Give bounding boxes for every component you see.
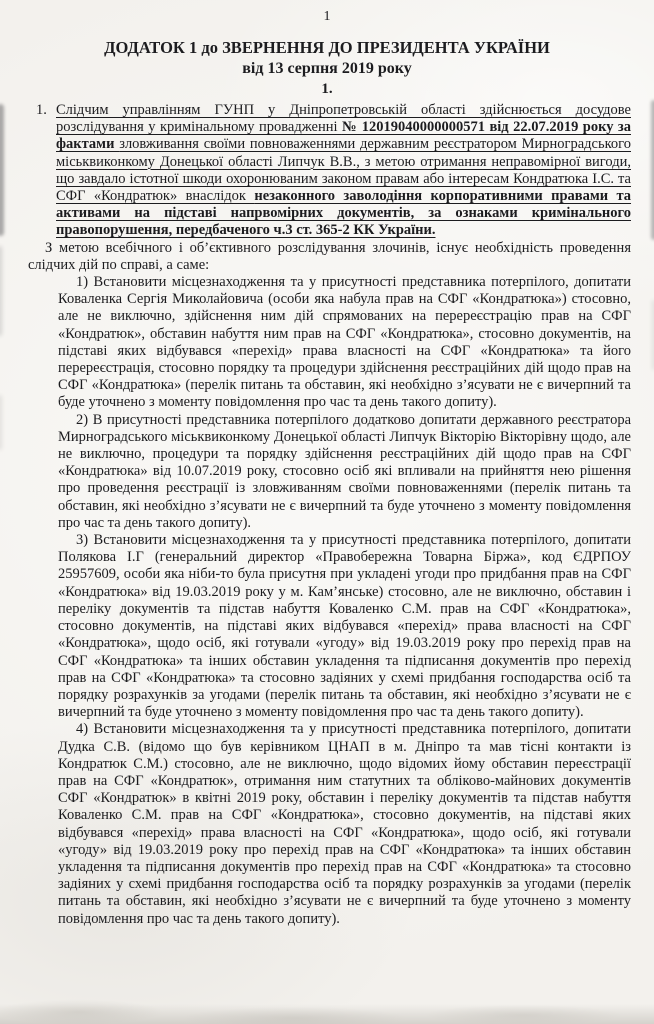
subparagraph-3: 3) Встановити місцезнаходження та у присутності представника потерпілого, допитати Полякова І.Г (генеральний директор «Правобережна Товарна Біржа», код ЄДРПОУ 25957609, особи яка ніби-то була присутня при укладені угоди про придбання прав на СФГ «Кондратюка» від 19.03.2019 року у м. Кам’янське) стосовно, але не виключно, обставин і переліку документів та підстав набуття Коваленко С.М. прав на СФГ «Кондратюка», стосовно документів, на підставі яких відбувався «перехід» права власності на СФГ «Кондратюка», щодо осіб, які готували «угоду» від 19.03.2019 року про перехід прав на СФГ «Кондратюка» та інших обставин укладення та підписання документів про перехід прав на СФГ «Кондратюка» та стосовно задіяних у схемі придбання господарства осіб та порядку розрахунків за угодами (перелік питань та обставин, які необхідно з’ясувати не є вичерпний та буде уточнено з моменту повідомлення про час та день такого допиту). (58, 532, 631, 721)
item-1-text (56, 102, 631, 238)
item-1-marker: 1. (36, 102, 47, 118)
item-1-run-regular-1: Слідчим управлінням ГУНП у Дніпропетровській області здійснюється досудове розслідування у кримінальному провадженні (56, 102, 631, 136)
document-title: ДОДАТОК 1 до ЗВЕРНЕННЯ ДО ПРЕЗИДЕНТА УКРАЇНИ (104, 38, 550, 57)
intro-paragraph: З метою всебічного і об’єктивного розслідування злочинів, існує необхідність проведення слідчих дій по справі, а саме: (28, 239, 631, 273)
item-1-run-bold-1: № 12019040000000571 від 22.07.2019 року за фактами (56, 119, 631, 153)
scan-artifact-left-edge (0, 104, 4, 236)
scan-artifact-bottom-mottle (0, 964, 654, 1024)
subparagraph-1: 1) Встановити місцезнаходження та у присутності представника потерпілого, допитати Коваленка Сергія Миколайовича (особи яка набула прав на СФГ «Кондратюка») стосовно, але не виключно, здійснення ним дій спрямованих на перереєстрацію прав на СФГ «Кондратюк», обставин набуття ним прав на СФГ «Кондратюка», стосовно документів, на підставі яких відбувався «перехід» права власності на СФГ «Кондратюка» та його перереєстрація, стосовно порядку та процедури здійснення реєстраційних дій щодо прав на СФГ «Кондратюка» (перелік питань та обставин, які необхідно з’ясувати не є вичерпний та буде уточнено з моменту повідомлення про час та день такого допиту). (58, 274, 631, 411)
page-number: 1 (323, 9, 331, 24)
scan-artifact-bottom-band (0, 1004, 654, 1024)
scan-artifact-left-edge (0, 246, 2, 336)
subparagraph-4: 4) Встановити місцезнаходження та у присутності представника потерпілого, допитати Дудка С.В. (відомо що був керівником ЦНАП в м. Дніпро та мав тісні контакти із Кондратюк С.М.) стосовно, але не виключно, щодо відомих йому обставин переєстрації прав на СФГ «Кондратюк», отримання ним статутних та обліково-майнових документів СФГ «Кондратюк» в квітні 2019 року, обставин і переліку документів та підстав набуття Коваленко С.М. прав на СФГ «Кондратюка», стосовно документів, на підставі яких відбувався «перехід» права власності на СФГ «Кондратюка», щодо осіб, які готували «угоду» від 19.03.2019 року про перехід прав на СФГ «Кондратюка» та інших обставин укладення та підписання документів про перехід прав на СФГ «Кондратюка» та стосовно задіяних у схемі придбання господарства осіб та порядку розрахунків за угодами (перелік питань та обставин, які необхідно з’ясувати не є вичерпний та буде уточнено з моменту повідомлення про час та день такого допиту). (58, 721, 631, 927)
numbered-item-1 (36, 102, 632, 240)
section-number: 1. (321, 81, 333, 97)
document-date: від 13 серпня 2019 року (242, 60, 412, 77)
item-1-run-bold-2: незаконного заволодіння корпоративними правами та активами на підставі напрвомірних документів, за ознаками кримінального правопорушення, передбаченого ч.3 ст. 365-2 КК України. (56, 188, 632, 239)
item-1-run-regular-2: зловживання своїми повноваженнями державним реєстратором Мирноградського міськвиконкому Донецької області Липчук В.В., з метою отримання неправомірної вигоди, що завдало істотної шкоди охоронюваним законом правам або інтересам Кондратюка І.С. та СФГ «Кондратюк» внаслідок (56, 136, 631, 205)
scan-artifact-left-edge (0, 395, 2, 450)
subparagraph-2: 2) В присутності представника потерпілого додатково допитати державного реєстратора Мирноградського міськвиконкому Донецької області Липчук Вікторію Вікторівну щодо, але не виключно, процедури та порядку здійснення реєстраційних дій щодо прав на СФГ «Кондратюка» від 10.07.2019 року, стосовно осіб які впливали на прийняття нею рішення про проведення реєстрації із зловживанням своїми повноваженнями (перелік питань та обставин, які необхідно з’ясувати не є вичерпний та буде уточнено з моменту повідомлення про час та день такого допиту). (58, 411, 631, 531)
